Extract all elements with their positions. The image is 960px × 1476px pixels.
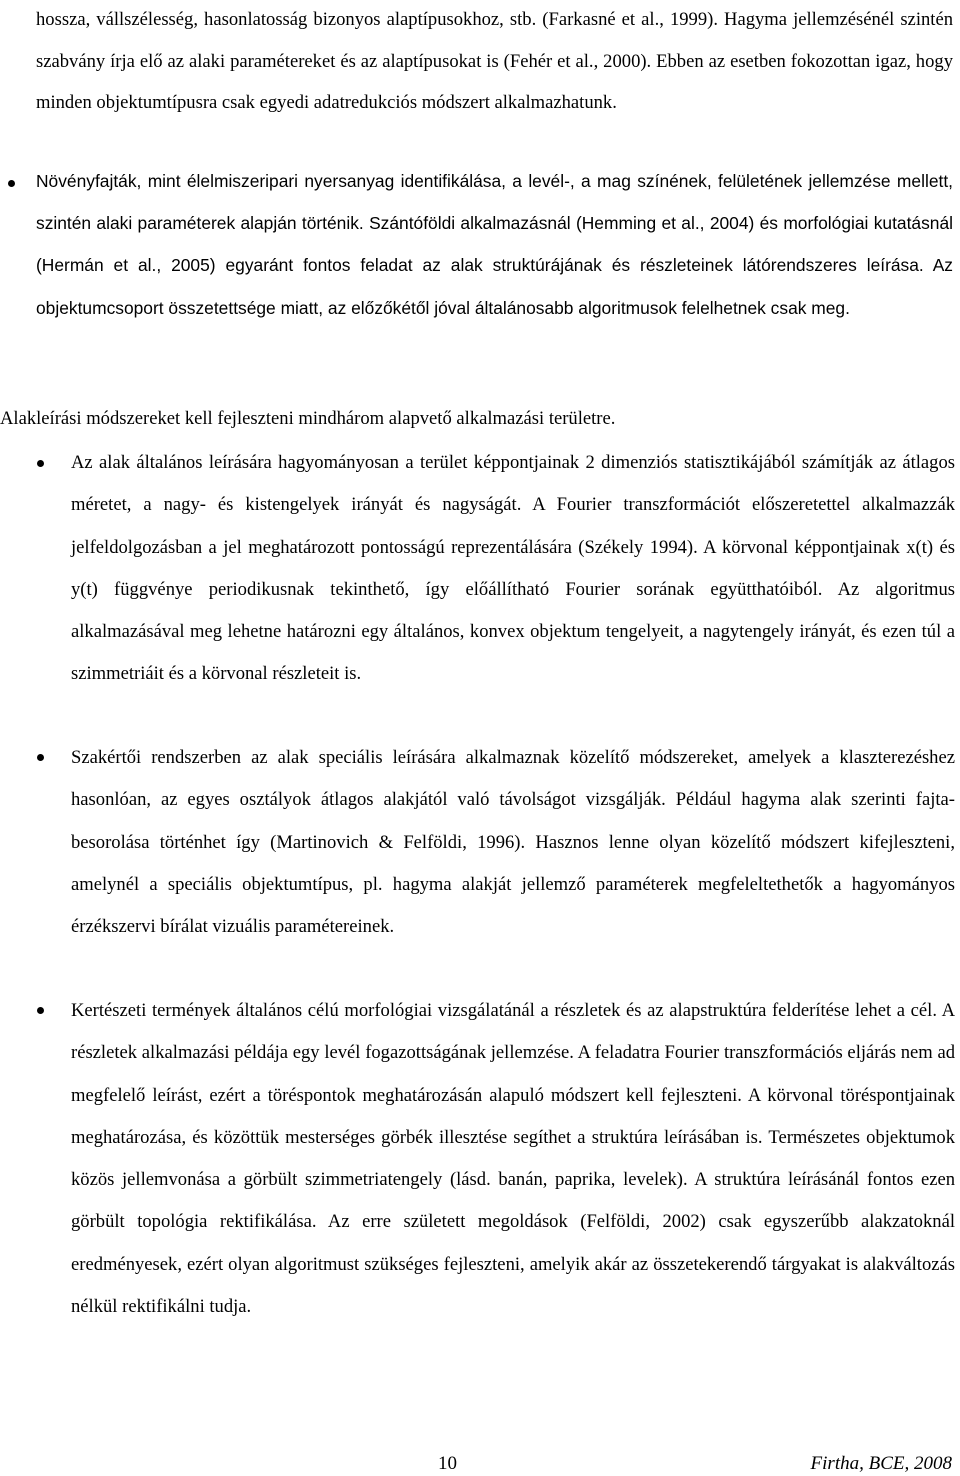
bullet-expert-system: Szakértői rendszerben az alak speciális leírására alkalmaznak közelítő módszereket, amelyek a klaszterezéshez hasonlóan, az egyes osztályok átlagos alakjától való távolságot vizsgálják. Például hagyma alak szerinti fajta-besorolása történhet így (Martinovich & Felföldi, 1996). Hasznos lenne olyan közelítő módszert kifejleszteni, amelynél a speciális objektumtípus, pl. hagyma alakját jellemző paraméterek megfeleltethetők a hagyományos érzékszervi bírálat vizuális paramétereinek. <box>71 747 955 938</box>
footer-author: Firtha, BCE, 2008 <box>810 1453 952 1474</box>
bullet-plant-varieties: Növényfajták, mint élelmiszeripari nyersanyag identifikálása, a levél-, a mag színének, felületének jellemzése mellett, szintén alaki paraméterek alapján történik. Szántóföldi alkalmazásnál (Hemming et al., 2004) és morfológiai kutatásnál (Hermán et al., 2005) egyaránt fontos feladat az alak struktúrájának és részleteinek látórendszeres leírása. Az objektumcsoport összetettsége miatt, az előzőkétől jóval általánosabb algoritmusok felelhetnek csak meg. <box>36 171 953 318</box>
bullet-horticulture: Kertészeti termények általános célú morfológiai vizsgálatánál a részletek és az alapstruktúra felderítése lehet a cél. A részletek alkalmazási példája egy levél fogazottságának jellemzése. A feladatra Fourier transzformációs eljárás nem ad megfelelő leírást, ezért a töréspontok meghatározásán alapuló módszert kell fejleszteni. A körvonal töréspontjainak meghatározása, és közöttük mesterséges görbék illesztése segíthet a struktúra leírásában is. Természetes objektumok közös jellemvonása a görbült szimmetriatengely (lásd. banán, paprika, levelek). A struktúra leírásánál fontos ezen görbült topológia rektifikálása. Az erre született megoldások (Felföldi, 2002) csak egyszerűbb alakzatoknál eredményesek, ezért olyan algoritmust szükséges fejleszteni, amelyik akár az összetekerendő tárgyakat is alakváltozás nélkül rektifikálni tudja. <box>71 1000 955 1318</box>
paragraph-top: hossza, vállszélesség, hasonlatosság bizonyos alaptípusokhoz, stb. (Farkasné et al., 1999). Hagyma jellemzésénél szintén szabvány írja elő az alaki paramétereket és az alaptípusokat is (Fehér et al., 2000). Ebben az esetben fokozottan igaz, hogy minden objektumtípusra csak egyedi adatredukciós módszert alkalmazhatunk. <box>36 9 953 113</box>
intro-sentence: Alakleírási módszereket kell fejleszteni mindhárom alapvető alkalmazási területre. <box>0 408 616 429</box>
page-number: 10 <box>438 1453 457 1474</box>
bullet-dot <box>37 460 44 467</box>
bullet-dot <box>8 180 15 187</box>
bullet-dot <box>37 1007 44 1014</box>
bullet-dot <box>37 754 44 761</box>
bullet-general-description: Az alak általános leírására hagyományosan a terület képpontjainak 2 dimenziós statisztikájából számítják az átlagos méretet, a nagy- és kistengelyek irányát és nagyságát. A Fourier transzformációt előszeretettel alkalmazzák jelfeldolgozásban a jel meghatározott pontosságú reprezentálására (Székely 1994). A körvonal képpontjainak x(t) és y(t) függvénye periodikusnak tekinthető, így előállítható Fourier sorának együtthatóiból. Az algoritmus alkalmazásával meg lehetne határozni egy általános, konvex objektum tengelyeit, a nagytengely irányát, és ezen túl a szimmetriáit és a körvonal részleteit is. <box>71 452 955 685</box>
